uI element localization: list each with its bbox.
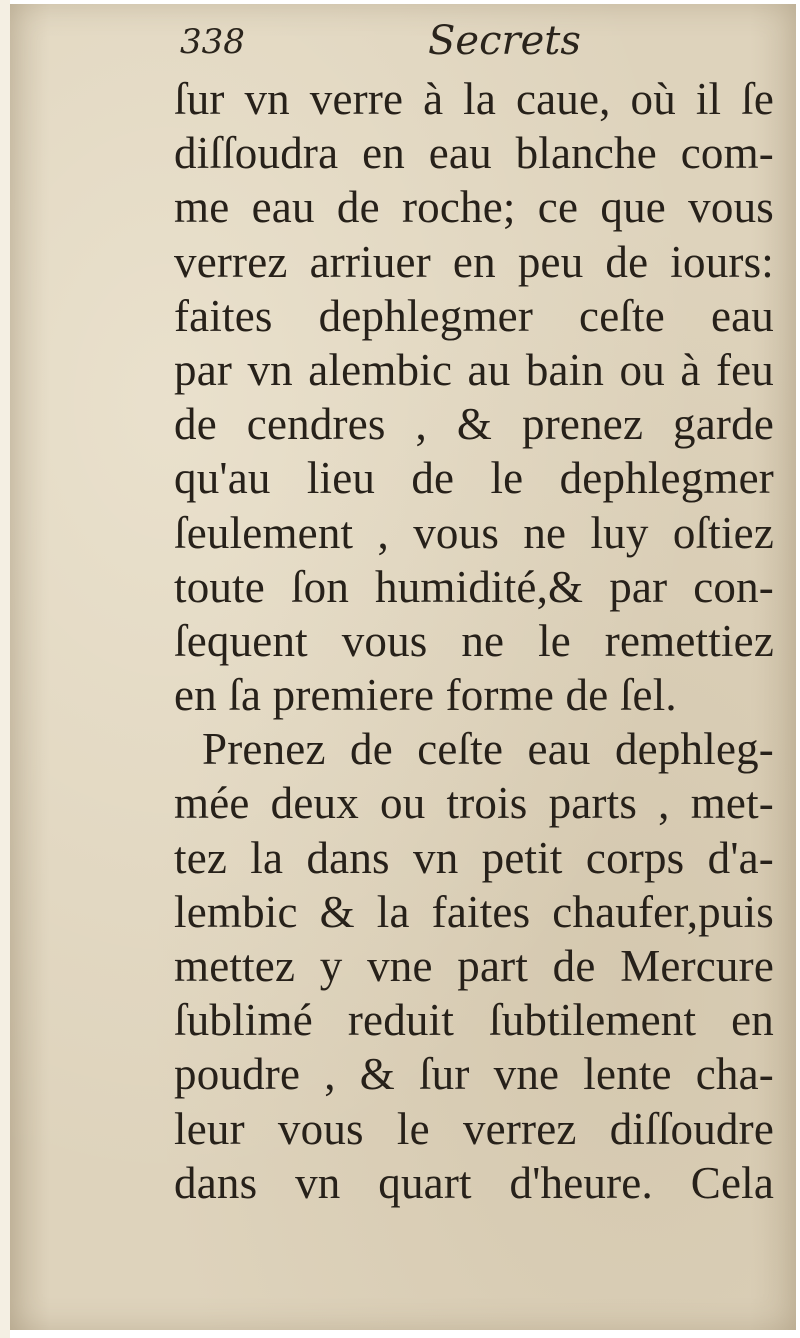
text-line: ſublimé reduit ſubtilement en xyxy=(174,995,774,1046)
body-text xyxy=(174,72,774,1210)
running-head xyxy=(180,18,580,70)
text-line: verrez arriuer en peu de iours: xyxy=(174,236,774,287)
text-line: mée deux ou trois parts , met- xyxy=(174,778,774,829)
text-line: poudre , & ſur vne lente cha- xyxy=(174,1049,774,1100)
text-line: ſeulement , vous ne luy oſtiez xyxy=(174,507,774,558)
text-line: toute ſon humidité,& par con- xyxy=(174,561,774,612)
text-line: de cendres , & prenez garde xyxy=(174,399,774,450)
text-line: tez la dans vn petit corps d'a- xyxy=(174,832,774,883)
running-head-title: Secrets xyxy=(428,18,581,64)
paragraph-start-line: Prenez de ceſte eau dephleg- xyxy=(202,724,774,775)
text-line: ſur vn verre à la caue, où il ſe xyxy=(174,74,774,124)
page-number: 338 xyxy=(180,22,245,62)
page-margin xyxy=(0,0,10,1338)
text-line: qu'au lieu de le dephlegmer xyxy=(174,453,774,504)
text-line: leur vous le verrez diſſoudre xyxy=(174,1103,774,1154)
text-line: me eau de roche; ce que vous xyxy=(174,182,774,233)
text-line: ſequent vous ne le remettiez xyxy=(174,615,774,666)
text-line: mettez y vne part de Mercure xyxy=(174,941,774,991)
text-line: faites dephlegmer ceſte eau xyxy=(174,290,774,341)
text-line: par vn alembic au bain ou à feu xyxy=(174,344,774,395)
text-line: lembic & la faites chaufer,puis xyxy=(174,886,774,937)
text-line: diſſoudra en eau blanche com- xyxy=(174,128,774,179)
text-line: dans vn quart d'heure. Cela xyxy=(174,1157,774,1208)
paragraph-end-line: en ſa premiere forme de ſel. xyxy=(174,670,677,721)
